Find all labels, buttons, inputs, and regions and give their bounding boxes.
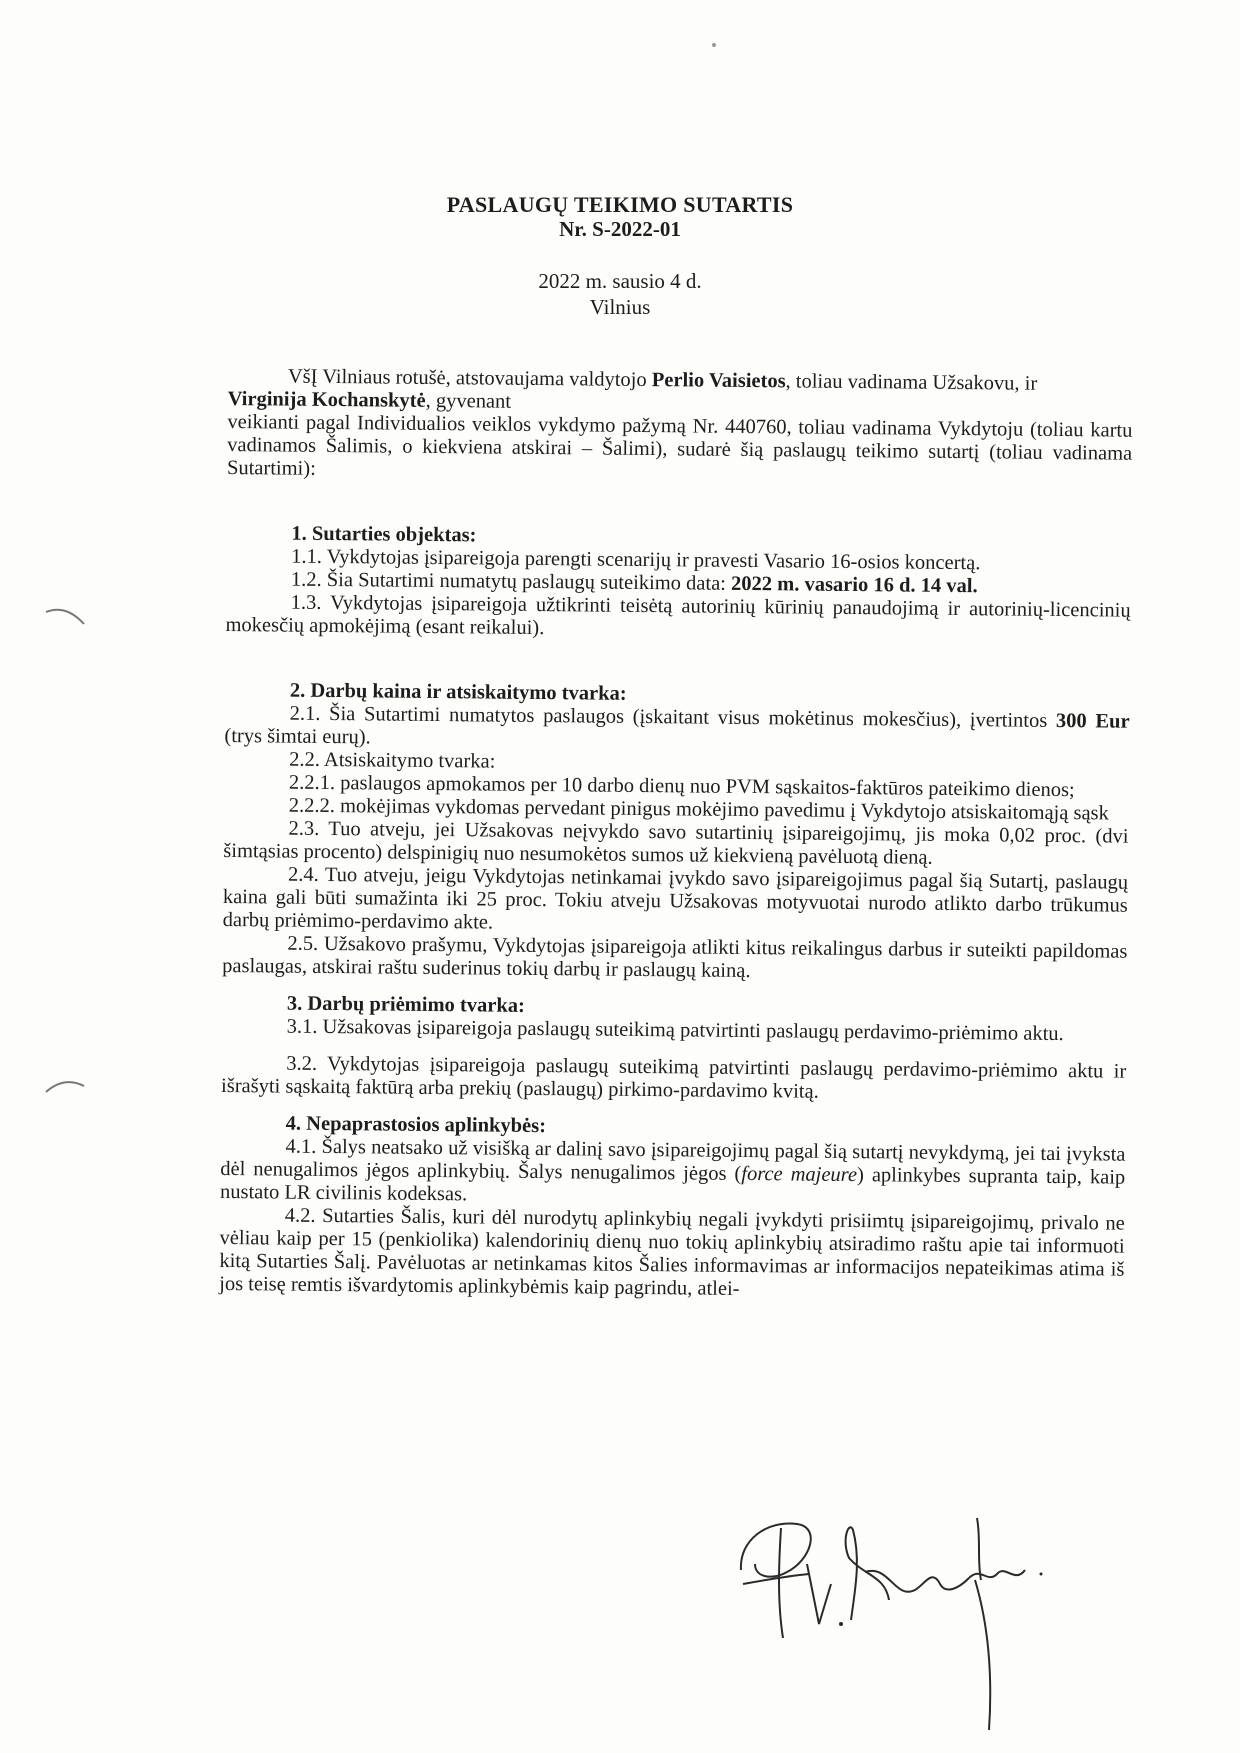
clause-text: (trys šimtai eurų).: [224, 724, 371, 749]
contract-city: Vilnius: [589, 295, 651, 319]
clause-1-1: 1.1. Vykdytojas įsipareigoja parengti scenarijų ir pravesti Vasario 16-osios koncertą.: [291, 545, 981, 575]
contract-number: Nr. S-2022-01: [559, 217, 681, 241]
clause-4-1: [220, 1135, 1126, 1213]
representative-name: Perlio Vaisietos: [651, 369, 786, 393]
intro-paragraph: [227, 365, 1133, 489]
service-date: 2022 m. vasario 16 d. 14 val.: [730, 572, 978, 598]
price-amount: 300 Eur: [1055, 709, 1130, 733]
document-header: [0, 193, 1240, 241]
scan-speck: [708, 40, 720, 50]
contract-date: 2022 m. sausio 4 d.: [538, 269, 702, 293]
intro-text: , gyvenant: [425, 389, 512, 413]
clause-2-2: 2.2. Atsiskaitymo tvarka:: [289, 748, 496, 773]
clause-4-2: 4.2. Sutarties Šalis, kuri dėl nurodytų aplinkybių negali įvykdyti prisiimtų įsipareigojimų, privalo ne vėliau kaip per 15 (penkiolika) kalendorinių dienų nuo tokių aplinkybių atsiradimo raštu apie tai informuoti kitą Sutarties Šalį. Pavėluotas ar netinkamas kitos Šalies informavimas ar informacijos nepateikimas atima iš jos teisę remtis išvardytomis aplinkybėmis kaip pagrindu, atlei-: [219, 1204, 1125, 1300]
clause-2-2-2: 2.2.2. mokėjimas vykdomas pervedant pinigus mokėjimo pavedimu į Vykdytojo atsiskaitomąją sąsk: [288, 794, 1109, 825]
intro-text: VšĮ Vilniaus rotušė, atstovaujama valdytojo: [287, 365, 652, 392]
clause-text: 2.1. Šia Sutartimi numatytos paslaugos (įskaitant visus mokėtinus mokesčius), įvertintos: [289, 702, 1057, 732]
section-1-heading: 1. Sutarties objektas:: [291, 522, 477, 547]
clause-2-5: 2.5. Užsakovo prašymu, Vykdytojas įsipareigoja atlikti kitus reikalingus darbus ir suteikti papildomas paslaugas, atskirai raštu suderinus tokių darbų ir paslaugų kainą.: [222, 932, 1128, 983]
clause-2-4: 2.4. Tuo atveju, jeigu Vykdytojas netinkamai įvykdo savo įsipareigojimus pagal šią Sutartį, paslaugų kaina gali būti sumažinta iki 25 proc. Tokiu atveju Užsakovas motyvuotai nurodo atlikto darbo trūkumus darbų priėmimo-perdavimo akte.: [222, 863, 1129, 934]
force-majeure-term: force majeure: [741, 1162, 858, 1187]
document-title: PASLAUGŲ TEIKIMO SUTARTIS: [446, 192, 794, 217]
section-3-heading: 3. Darbų priėmimo tvarka:: [286, 992, 525, 1017]
hole-punch-mark-top: [40, 600, 90, 630]
contractor-name: Virginija Kochanskytė: [227, 387, 426, 412]
contract-body: [219, 365, 1133, 1305]
clause-text: 4.1. Šalys neatsako už visišką ar dalinį savo įsipareigojimų pagal šią sutartį nevykdymą, jei tai įvyksta dėl nenugalimos jėgos aplinkybių. Šalys nenugalimos jėgos (: [220, 1135, 1126, 1185]
section-2-heading: 2. Darbų kaina ir atsiskaitymo tvarka:: [289, 679, 627, 705]
intro-text: , toliau vadinama Užsakovu, ir: [785, 370, 1038, 395]
clause-text: 1.2. Šia Sutartimi numatytų paslaugų suteikimo data:: [290, 568, 732, 595]
hole-punch-mark-bottom: [40, 1070, 90, 1100]
clause-text: ) aplinkybes supranta taip, kaip nustato LR civilinis kodeksas.: [219, 1164, 1126, 1206]
clause-1-3: 1.3. Vykdytojas įsipareigoja užtikrinti teisėtą autorinių kūrinių panaudojimą ir autorinių-licencinių mokesčių apmokėjimą (esant reikalui).: [225, 591, 1131, 640]
intro-text: veikianti pagal Individualios veiklos vykdymo pažymą Nr. 440760, toliau vadinama Vykdytoju (toliau kartu vadinamos Šalimis, o kiekviena atskirai – Šalimi), sudarė šią paslaugų teikimo sutartį (toliau vadinama Sutartimi):: [226, 410, 1133, 480]
clause-2-2-1: 2.2.1. paslaugos apmokamos per 10 darbo dienų nuo PVM sąskaitos-faktūros pateikimo dienos;: [288, 771, 1075, 802]
signature: [725, 1500, 1055, 1740]
date-place: [0, 268, 1240, 320]
clause-2-3: 2.3. Tuo atveju, jei Užsakovas neįvykdo savo sutartinių įsipareigojimų, jis moka 0,02 proc. (dvi šimtąsias procento) delspinigių nuo nesumokėtos sumos už kiekvieną pavėluotą dieną.: [223, 817, 1129, 869]
clause-3-1: 3.1. Užsakovas įsipareigoja paslaugų suteikimą patvirtinti paslaugų perdavimo-priėmimo aktu.: [286, 1015, 1064, 1046]
clause-3-2: 3.2. Vykdytojas įsipareigoja paslaugų suteikimą patvirtinti paslaugų perdavimo-priėmimo aktu ir išrašyti sąskaitą faktūrą arba prekių (paslaugų) pirkimo-pardavimo kvitą.: [220, 1052, 1127, 1103]
section-4-heading: 4. Nepaprastosios aplinkybės:: [285, 1112, 547, 1138]
